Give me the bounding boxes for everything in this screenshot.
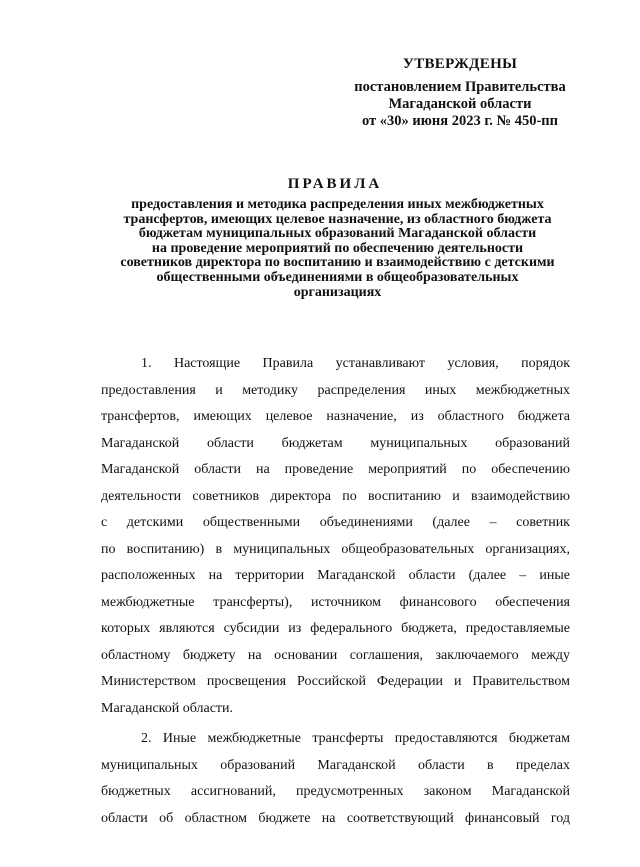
- document-subtitle: [100, 198, 575, 300]
- paragraph-line: предоставления и методику распределения иных межбюджетных: [101, 382, 570, 398]
- approval-line-2: Магаданской области: [388, 96, 532, 112]
- subtitle-line: советников директора по воспитанию и взаимодействию с детскими: [120, 255, 555, 271]
- paragraph-line: областному бюджету на основании соглашения, заключаемого между: [101, 647, 570, 663]
- paragraph-line: муниципальных образований Магаданской области в пределах: [101, 757, 570, 773]
- approval-stamp: [330, 56, 590, 130]
- paragraph-line: расположенных на территории Магаданской области (далее – иные: [101, 568, 570, 583]
- paragraph-line: Магаданской области.: [101, 700, 234, 716]
- paragraph-line: деятельности советников директора по воспитанию и взаимодействию: [101, 488, 570, 504]
- paragraph-line: по воспитанию) в муниципальных общеобразовательных организациях,: [101, 541, 570, 557]
- paragraph-line: 2. Иные межбюджетные трансферты предоставляются бюджетам: [141, 731, 570, 746]
- paragraph-line: Магаданской области бюджетам муниципальных образований: [101, 435, 570, 451]
- subtitle-line: организациях: [293, 284, 382, 300]
- subtitle-line: общественными объединениями в общеобразовательных: [156, 269, 519, 285]
- approval-heading: УТВЕРЖДЕНЫ: [402, 56, 518, 72]
- document-body: [101, 351, 570, 832]
- paragraph-line: Магаданской области на проведение мероприятий по обеспечению: [101, 462, 570, 477]
- approval-line-1: постановлением Правительства: [354, 79, 566, 95]
- document-title: ПРАВИЛА: [287, 176, 383, 192]
- paragraph-line: Министерством просвещения Российской Федерации и Правительством: [101, 674, 570, 689]
- subtitle-line: трансфертов, имеющих целевое назначение, из областного бюджета: [123, 211, 552, 227]
- approval-line-3: от «30» июня 2023 г. № 450-пп: [362, 113, 558, 129]
- paragraph-line: с детскими общественными объединениями (далее – советник: [101, 515, 570, 530]
- paragraph-line: бюджетных ассигнований, предусмотренных законом Магаданской: [101, 784, 570, 799]
- paragraph-1: [101, 351, 570, 722]
- paragraph-line: которых являются субсидии из федерального бюджета, предоставляемые: [101, 621, 570, 636]
- subtitle-line: на проведение мероприятий по обеспечению деятельности: [151, 240, 524, 256]
- paragraph-line: области об областном бюджете на соответствующий финансовый год: [101, 810, 570, 826]
- paragraph-line: межбюджетные трансферты), источником финансового обеспечения: [101, 594, 570, 610]
- subtitle-line: бюджетам муниципальных образований Магаданской области: [138, 226, 537, 242]
- paragraph-line: трансфертов, имеющих целевое назначение, из областного бюджета: [101, 409, 570, 424]
- subtitle-line: предоставления и методика распределения иных межбюджетных: [131, 197, 544, 212]
- paragraph-2: [101, 726, 570, 832]
- paragraph-line: 1. Настоящие Правила устанавливают условия, порядок: [141, 356, 570, 371]
